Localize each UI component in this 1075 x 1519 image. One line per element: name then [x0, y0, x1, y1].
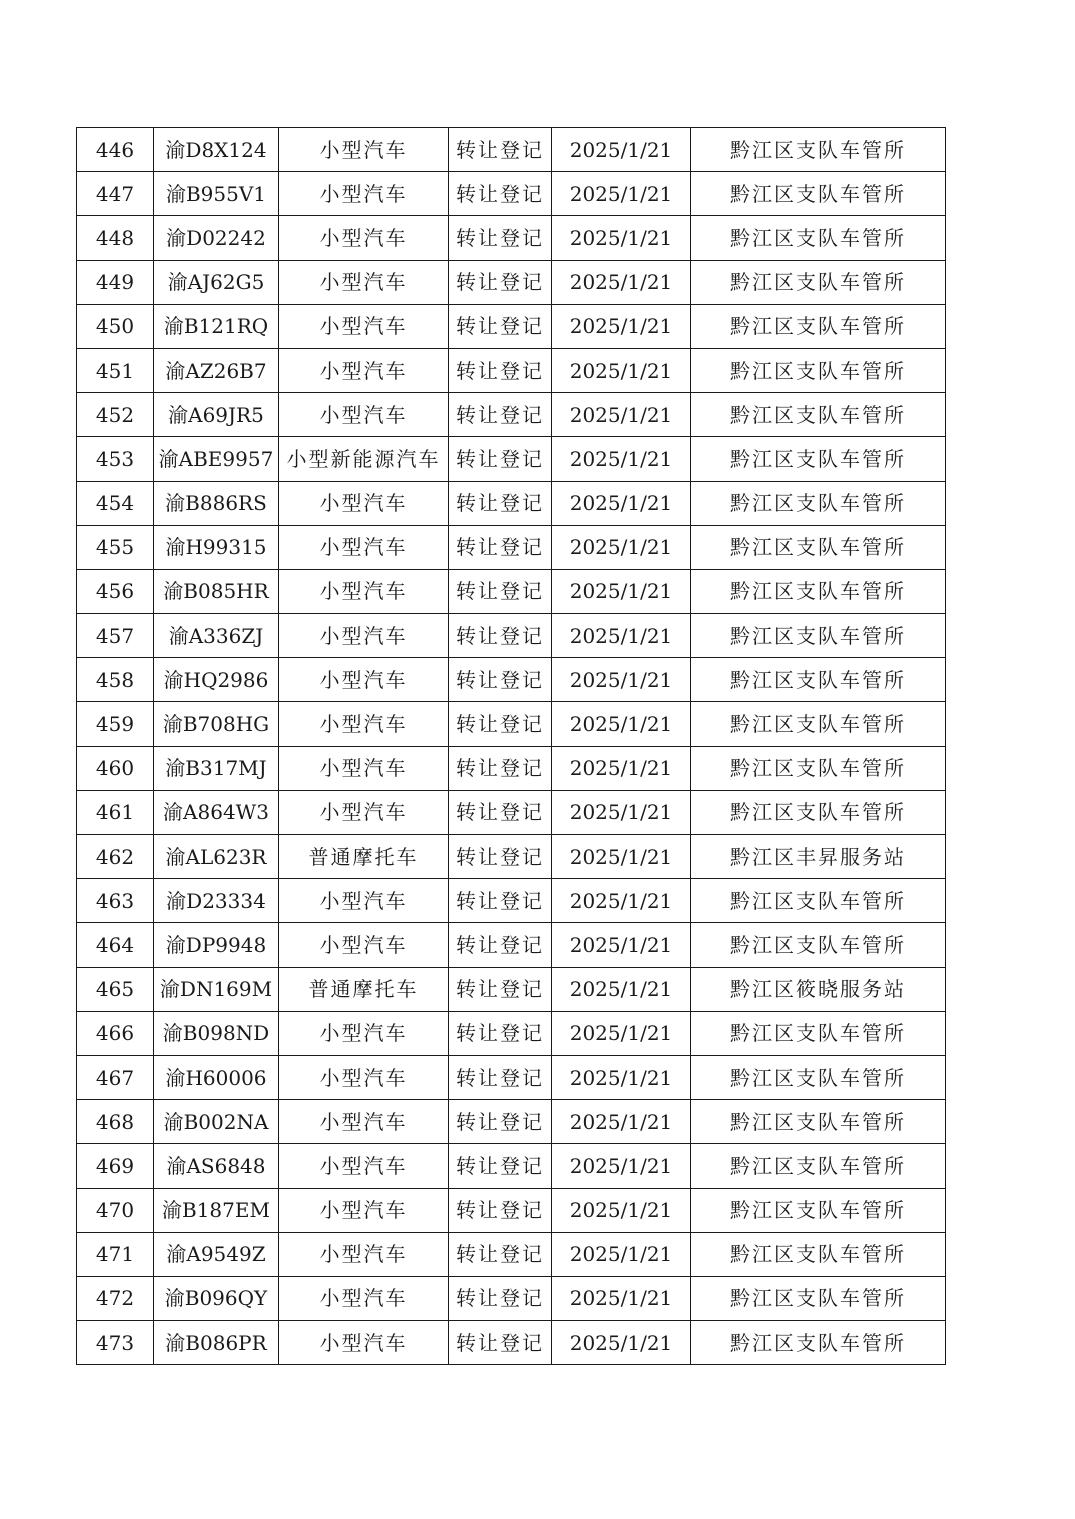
table-row [77, 1144, 946, 1188]
date-cell: 2025/1/21 [552, 1100, 691, 1144]
table-row [77, 967, 946, 1011]
office-cell: 黔江区支队车管所 [691, 879, 946, 923]
table-row [77, 702, 946, 746]
row-number-cell: 454 [77, 481, 154, 525]
office-cell: 黔江区支队车管所 [691, 790, 946, 834]
plate-number-cell: 渝AL623R [154, 835, 279, 879]
office-cell: 黔江区支队车管所 [691, 658, 946, 702]
date-cell: 2025/1/21 [552, 835, 691, 879]
plate-number-cell: 渝B085HR [154, 569, 279, 613]
row-number-cell: 465 [77, 967, 154, 1011]
vehicle-type-cell: 小型汽车 [279, 746, 449, 790]
table-row [77, 1100, 946, 1144]
vehicle-type-cell: 普通摩托车 [279, 835, 449, 879]
row-number-cell: 463 [77, 879, 154, 923]
office-cell: 黔江区支队车管所 [691, 1188, 946, 1232]
office-cell: 黔江区支队车管所 [691, 128, 946, 172]
office-cell: 黔江区支队车管所 [691, 304, 946, 348]
row-number-cell: 459 [77, 702, 154, 746]
row-number-cell: 471 [77, 1232, 154, 1276]
business-type-cell: 转让登记 [449, 1144, 552, 1188]
table-row [77, 923, 946, 967]
business-type-cell: 转让登记 [449, 614, 552, 658]
plate-number-cell: 渝B002NA [154, 1100, 279, 1144]
business-type-cell: 转让登记 [449, 1055, 552, 1099]
plate-number-cell: 渝H60006 [154, 1055, 279, 1099]
row-number-cell: 466 [77, 1011, 154, 1055]
date-cell: 2025/1/21 [552, 1232, 691, 1276]
row-number-cell: 453 [77, 437, 154, 481]
business-type-cell: 转让登记 [449, 923, 552, 967]
date-cell: 2025/1/21 [552, 393, 691, 437]
date-cell: 2025/1/21 [552, 1055, 691, 1099]
row-number-cell: 469 [77, 1144, 154, 1188]
plate-number-cell: 渝B708HG [154, 702, 279, 746]
office-cell: 黔江区支队车管所 [691, 348, 946, 392]
vehicle-type-cell: 小型新能源汽车 [279, 437, 449, 481]
vehicle-type-cell: 小型汽车 [279, 569, 449, 613]
business-type-cell: 转让登记 [449, 658, 552, 702]
table-row [77, 569, 946, 613]
plate-number-cell: 渝B121RQ [154, 304, 279, 348]
date-cell: 2025/1/21 [552, 702, 691, 746]
date-cell: 2025/1/21 [552, 923, 691, 967]
office-cell: 黔江区支队车管所 [691, 614, 946, 658]
row-number-cell: 455 [77, 525, 154, 569]
office-cell: 黔江区支队车管所 [691, 1144, 946, 1188]
vehicle-type-cell: 小型汽车 [279, 790, 449, 834]
table-row [77, 790, 946, 834]
date-cell: 2025/1/21 [552, 1011, 691, 1055]
row-number-cell: 456 [77, 569, 154, 613]
plate-number-cell: 渝AZ26B7 [154, 348, 279, 392]
row-number-cell: 460 [77, 746, 154, 790]
office-cell: 黔江区丰昇服务站 [691, 835, 946, 879]
row-number-cell: 457 [77, 614, 154, 658]
business-type-cell: 转让登记 [449, 1276, 552, 1320]
plate-number-cell: 渝AJ62G5 [154, 260, 279, 304]
vehicle-type-cell: 小型汽车 [279, 1144, 449, 1188]
business-type-cell: 转让登记 [449, 1100, 552, 1144]
date-cell: 2025/1/21 [552, 481, 691, 525]
table-row [77, 525, 946, 569]
table-row [77, 1276, 946, 1320]
office-cell: 黔江区支队车管所 [691, 1011, 946, 1055]
vehicle-type-cell: 小型汽车 [279, 393, 449, 437]
vehicle-type-cell: 小型汽车 [279, 348, 449, 392]
table-body [77, 128, 946, 1365]
table-row [77, 1232, 946, 1276]
row-number-cell: 449 [77, 260, 154, 304]
office-cell: 黔江区支队车管所 [691, 1232, 946, 1276]
office-cell: 黔江区支队车管所 [691, 481, 946, 525]
office-cell: 黔江区支队车管所 [691, 525, 946, 569]
vehicle-type-cell: 小型汽车 [279, 614, 449, 658]
table-row [77, 128, 946, 172]
office-cell: 黔江区支队车管所 [691, 216, 946, 260]
business-type-cell: 转让登记 [449, 348, 552, 392]
vehicle-type-cell: 小型汽车 [279, 1276, 449, 1320]
office-cell: 黔江区支队车管所 [691, 437, 946, 481]
table-row [77, 260, 946, 304]
plate-number-cell: 渝AS6848 [154, 1144, 279, 1188]
date-cell: 2025/1/21 [552, 967, 691, 1011]
business-type-cell: 转让登记 [449, 437, 552, 481]
vehicle-type-cell: 普通摩托车 [279, 967, 449, 1011]
plate-number-cell: 渝B187EM [154, 1188, 279, 1232]
date-cell: 2025/1/21 [552, 746, 691, 790]
table-row [77, 1011, 946, 1055]
date-cell: 2025/1/21 [552, 790, 691, 834]
vehicle-type-cell: 小型汽车 [279, 1188, 449, 1232]
business-type-cell: 转让登记 [449, 393, 552, 437]
plate-number-cell: 渝ABE9957 [154, 437, 279, 481]
plate-number-cell: 渝DN169M [154, 967, 279, 1011]
business-type-cell: 转让登记 [449, 967, 552, 1011]
plate-number-cell: 渝D02242 [154, 216, 279, 260]
office-cell: 黔江区支队车管所 [691, 569, 946, 613]
vehicle-type-cell: 小型汽车 [279, 525, 449, 569]
office-cell: 黔江区支队车管所 [691, 1321, 946, 1365]
office-cell: 黔江区支队车管所 [691, 260, 946, 304]
business-type-cell: 转让登记 [449, 525, 552, 569]
business-type-cell: 转让登记 [449, 128, 552, 172]
table-row [77, 437, 946, 481]
plate-number-cell: 渝A336ZJ [154, 614, 279, 658]
vehicle-type-cell: 小型汽车 [279, 481, 449, 525]
office-cell: 黔江区筱晓服务站 [691, 967, 946, 1011]
vehicle-type-cell: 小型汽车 [279, 1011, 449, 1055]
vehicle-type-cell: 小型汽车 [279, 923, 449, 967]
date-cell: 2025/1/21 [552, 1188, 691, 1232]
date-cell: 2025/1/21 [552, 304, 691, 348]
table-row [77, 614, 946, 658]
date-cell: 2025/1/21 [552, 437, 691, 481]
date-cell: 2025/1/21 [552, 879, 691, 923]
business-type-cell: 转让登记 [449, 172, 552, 216]
business-type-cell: 转让登记 [449, 1321, 552, 1365]
document-page [76, 127, 946, 1365]
date-cell: 2025/1/21 [552, 614, 691, 658]
business-type-cell: 转让登记 [449, 569, 552, 613]
date-cell: 2025/1/21 [552, 658, 691, 702]
row-number-cell: 472 [77, 1276, 154, 1320]
date-cell: 2025/1/21 [552, 1276, 691, 1320]
vehicle-type-cell: 小型汽车 [279, 216, 449, 260]
row-number-cell: 450 [77, 304, 154, 348]
plate-number-cell: 渝B096QY [154, 1276, 279, 1320]
vehicle-type-cell: 小型汽车 [279, 304, 449, 348]
table-row [77, 304, 946, 348]
date-cell: 2025/1/21 [552, 172, 691, 216]
plate-number-cell: 渝D8X124 [154, 128, 279, 172]
row-number-cell: 448 [77, 216, 154, 260]
date-cell: 2025/1/21 [552, 569, 691, 613]
office-cell: 黔江区支队车管所 [691, 923, 946, 967]
plate-number-cell: 渝B098ND [154, 1011, 279, 1055]
business-type-cell: 转让登记 [449, 1188, 552, 1232]
business-type-cell: 转让登记 [449, 746, 552, 790]
table-row [77, 658, 946, 702]
table-row [77, 393, 946, 437]
table-row [77, 1321, 946, 1365]
row-number-cell: 447 [77, 172, 154, 216]
office-cell: 黔江区支队车管所 [691, 1055, 946, 1099]
business-type-cell: 转让登记 [449, 1232, 552, 1276]
row-number-cell: 473 [77, 1321, 154, 1365]
vehicle-type-cell: 小型汽车 [279, 1100, 449, 1144]
business-type-cell: 转让登记 [449, 216, 552, 260]
vehicle-type-cell: 小型汽车 [279, 172, 449, 216]
table-row [77, 1188, 946, 1232]
business-type-cell: 转让登记 [449, 879, 552, 923]
table-row [77, 879, 946, 923]
row-number-cell: 446 [77, 128, 154, 172]
row-number-cell: 468 [77, 1100, 154, 1144]
business-type-cell: 转让登记 [449, 702, 552, 746]
plate-number-cell: 渝B317MJ [154, 746, 279, 790]
plate-number-cell: 渝B886RS [154, 481, 279, 525]
vehicle-transfer-table [76, 127, 946, 1365]
plate-number-cell: 渝A9549Z [154, 1232, 279, 1276]
date-cell: 2025/1/21 [552, 348, 691, 392]
business-type-cell: 转让登记 [449, 260, 552, 304]
office-cell: 黔江区支队车管所 [691, 1276, 946, 1320]
plate-number-cell: 渝H99315 [154, 525, 279, 569]
business-type-cell: 转让登记 [449, 304, 552, 348]
row-number-cell: 464 [77, 923, 154, 967]
plate-number-cell: 渝A69JR5 [154, 393, 279, 437]
vehicle-type-cell: 小型汽车 [279, 260, 449, 304]
date-cell: 2025/1/21 [552, 525, 691, 569]
office-cell: 黔江区支队车管所 [691, 702, 946, 746]
date-cell: 2025/1/21 [552, 128, 691, 172]
row-number-cell: 452 [77, 393, 154, 437]
row-number-cell: 462 [77, 835, 154, 879]
plate-number-cell: 渝A864W3 [154, 790, 279, 834]
row-number-cell: 467 [77, 1055, 154, 1099]
table-row [77, 481, 946, 525]
vehicle-type-cell: 小型汽车 [279, 1321, 449, 1365]
date-cell: 2025/1/21 [552, 260, 691, 304]
row-number-cell: 461 [77, 790, 154, 834]
plate-number-cell: 渝D23334 [154, 879, 279, 923]
office-cell: 黔江区支队车管所 [691, 1100, 946, 1144]
date-cell: 2025/1/21 [552, 1144, 691, 1188]
table-row [77, 835, 946, 879]
plate-number-cell: 渝DP9948 [154, 923, 279, 967]
business-type-cell: 转让登记 [449, 1011, 552, 1055]
table-row [77, 348, 946, 392]
office-cell: 黔江区支队车管所 [691, 746, 946, 790]
vehicle-type-cell: 小型汽车 [279, 702, 449, 746]
business-type-cell: 转让登记 [449, 481, 552, 525]
vehicle-type-cell: 小型汽车 [279, 1055, 449, 1099]
row-number-cell: 451 [77, 348, 154, 392]
office-cell: 黔江区支队车管所 [691, 172, 946, 216]
vehicle-type-cell: 小型汽车 [279, 879, 449, 923]
vehicle-type-cell: 小型汽车 [279, 128, 449, 172]
table-row [77, 746, 946, 790]
row-number-cell: 458 [77, 658, 154, 702]
row-number-cell: 470 [77, 1188, 154, 1232]
business-type-cell: 转让登记 [449, 790, 552, 834]
date-cell: 2025/1/21 [552, 1321, 691, 1365]
table-row [77, 1055, 946, 1099]
plate-number-cell: 渝B086PR [154, 1321, 279, 1365]
vehicle-type-cell: 小型汽车 [279, 1232, 449, 1276]
vehicle-type-cell: 小型汽车 [279, 658, 449, 702]
business-type-cell: 转让登记 [449, 835, 552, 879]
office-cell: 黔江区支队车管所 [691, 393, 946, 437]
plate-number-cell: 渝B955V1 [154, 172, 279, 216]
plate-number-cell: 渝HQ2986 [154, 658, 279, 702]
date-cell: 2025/1/21 [552, 216, 691, 260]
table-row [77, 172, 946, 216]
table-row [77, 216, 946, 260]
